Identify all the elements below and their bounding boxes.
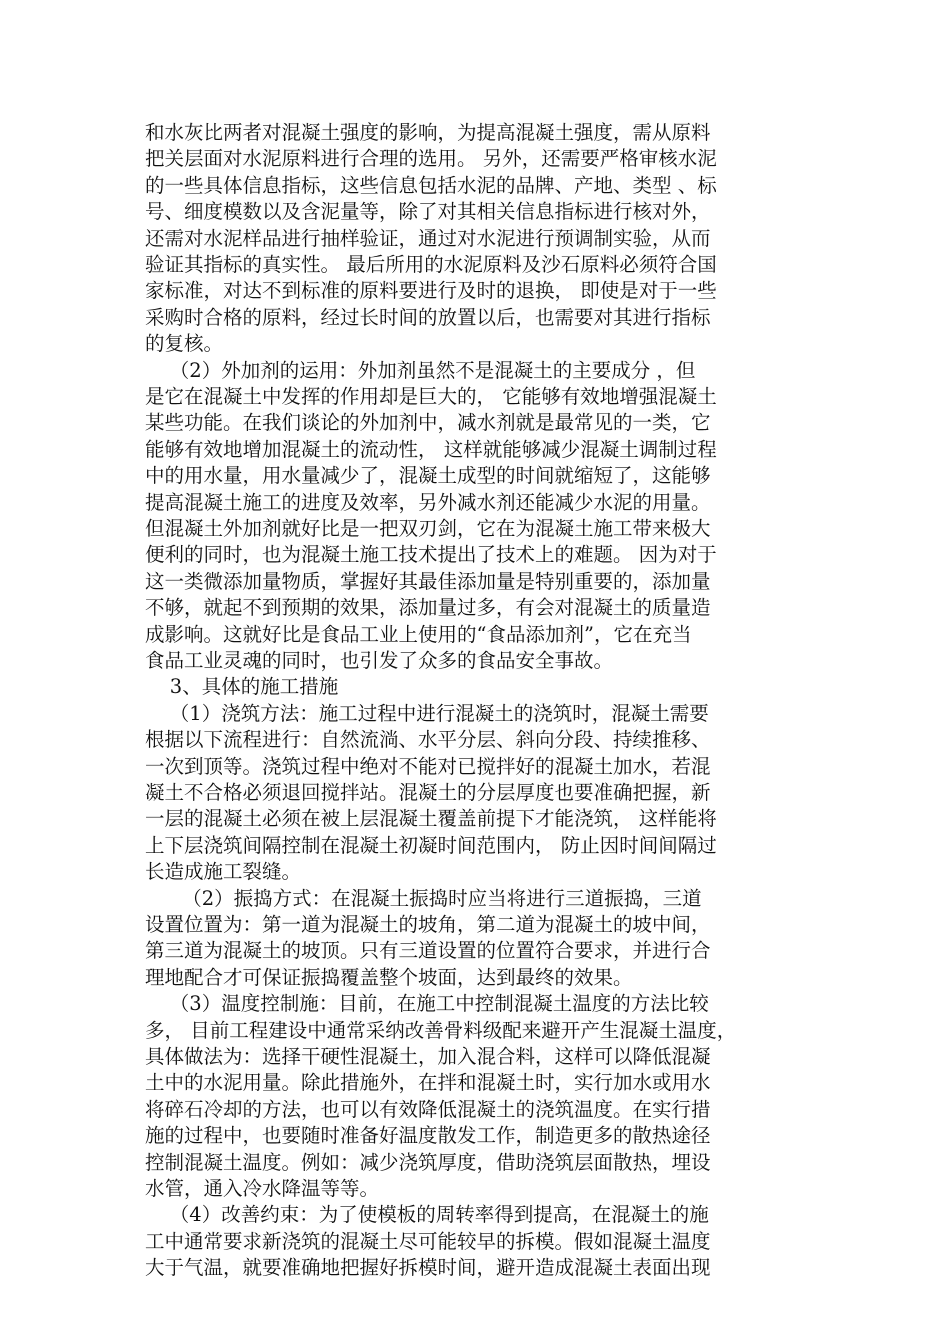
text-line: （1）浇筑方法：施工过程中进行混凝土的浇筑时，混凝土需要 <box>145 701 709 725</box>
text-line: 大于气温，就要准确地把握好拆模时间，避开造成混凝土表面出现 <box>145 1256 711 1280</box>
text-line: 3、具体的施工措施 <box>145 675 339 699</box>
text-line: （4）改善约束：为了使模板的周转率得到提高，在混凝土的施 <box>145 1203 709 1227</box>
text-line: （2）外加剂的运用：外加剂虽然不是混凝土的主要成分 ，但 <box>145 358 696 382</box>
text-line: 上下层浇筑间隔控制在混凝土初凝时间范围内， 防止因时间间隔过 <box>145 833 717 857</box>
text-line: 验证其指标的真实性。 最后所用的水泥原料及沙石原料必须符合国 <box>145 253 717 276</box>
text-line: 采购时合格的原料，经过长时间的放置以后，也需要对其进行指标 <box>145 305 711 329</box>
text-line: 具体做法为：选择干硬性混凝土，加入混合料，这样可以降低混凝 <box>145 1045 711 1068</box>
text-line: 根据以下流程进行：自然流淌、水平分层、斜向分段、持续推移、 <box>145 728 711 752</box>
text-line: 水管，通入冷水降温等等。 <box>145 1177 380 1200</box>
text-line: （2）振捣方式：在混凝土振捣时应当将进行三道振捣，三道 <box>145 886 702 910</box>
text-line: 设置位置为：第一道为混凝土的坡角，第二道为混凝土的坡中间， <box>145 913 711 936</box>
text-line: 和水灰比两者对混凝土强度的影响，为提高混凝土强度，需从原料 <box>145 121 711 144</box>
text-line: 是它在混凝土中发挥的作用却是巨大的， 它能够有效地增强混凝土 <box>145 385 717 408</box>
text-line: 提高混凝土施工的进度及效率，另外减水剂还能减少水泥的用量。 <box>145 490 711 514</box>
text-line: 不够，就起不到预期的效果，添加量过多，有会对混凝土的质量造 <box>145 596 711 620</box>
text-line: 一层的混凝土必须在被上层混凝土覆盖前提下才能浇筑， 这样能将 <box>145 807 717 831</box>
text-line: 能够有效地增加混凝土的流动性， 这样就能够减少混凝土调制过程 <box>145 437 717 461</box>
text-line: 家标准，对达不到标准的原料要进行及时的退换， 即使是对于一些 <box>145 279 717 303</box>
text-line: 的一些具体信息指标，这些信息包括水泥的品牌、产地、类型 、标 <box>145 173 717 197</box>
text-line: 控制混凝土温度。例如：减少浇筑厚度，借助浇筑层面散热，埋设 <box>145 1150 711 1174</box>
text-line: 还需对水泥样品进行抽样验证，通过对水泥进行预调制实验，从而 <box>145 226 711 250</box>
text-line: 便利的同时，也为混凝土施工技术提出了技术上的难题。 因为对于 <box>145 543 717 567</box>
text-line: 某些功能。在我们谈论的外加剂中，减水剂就是最常见的一类，它 <box>145 411 711 435</box>
text-line: 土中的水泥用量。除此措施外，在拌和混凝土时，实行加水或用水 <box>145 1071 711 1095</box>
text-line: 把关层面对水泥原料进行合理的选用。 另外，还需要严格审核水泥 <box>145 147 717 171</box>
text-line: 多， 目前工程建设中通常采纳改善骨料级配来避开产生混凝土温度， <box>145 1018 737 1042</box>
text-line: 成影响。这就好比是食品工业上使用的“食品添加剂”，它在充当 <box>145 622 692 646</box>
text-line: 凝土不合格必须退回搅拌站。混凝土的分层厚度也要准确把握，新 <box>145 781 711 804</box>
text-line: （3）温度控制施：目前，在施工中控制混凝土温度的方法比较 <box>145 992 709 1016</box>
text-line: 的复核。 <box>145 332 224 356</box>
text-line: 食品工业灵魂的同时，也引发了众多的食品安全事故。 <box>145 649 614 672</box>
text-line: 施的过程中，也要随时准备好温度散发工作，制造更多的散热途径 <box>145 1124 711 1148</box>
text-line: 长造成施工裂缝。 <box>145 860 302 884</box>
text-line: 号、细度模数以及含泥量等，除了对其相关信息指标进行核对外， <box>145 200 711 224</box>
text-line: 一次到顶等。浇筑过程中绝对不能对已搅拌好的混凝土加水，若混 <box>145 754 711 778</box>
text-line: 工中通常要求新浇筑的混凝土尽可能较早的拆模。假如混凝土温度 <box>145 1229 711 1253</box>
text-line: 第三道为混凝土的坡顶。只有三道设置的位置符合要求，并进行合 <box>145 939 711 963</box>
text-line: 中的用水量，用水量减少了，混凝土成型的时间就缩短了，这能够 <box>145 464 711 488</box>
text-line: 这一类微添加量物质，掌握好其最佳添加量是特别重要的，添加量 <box>145 569 711 593</box>
text-line: 将碎石冷却的方法，也可以有效降低混凝土的浇筑温度。在实行措 <box>145 1097 711 1121</box>
text-line: 但混凝土外加剂就好比是一把双刃剑，它在为混凝土施工带来极大 <box>145 517 711 540</box>
text-line: 理地配合才可保证振捣覆盖整个坡面，达到最终的效果。 <box>145 965 633 989</box>
